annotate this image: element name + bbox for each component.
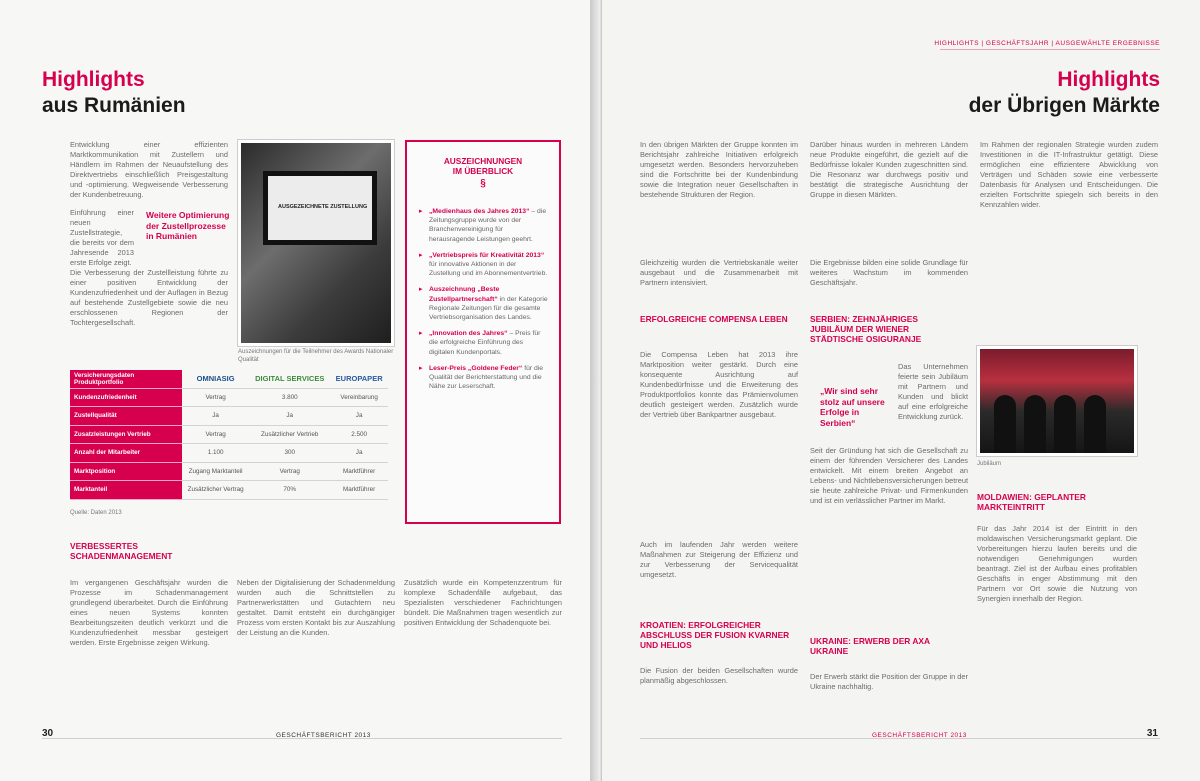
left-heading-subtitle: aus Rumänien bbox=[42, 94, 186, 117]
person-figure bbox=[1024, 395, 1046, 453]
table-row-label: Marktanteil bbox=[70, 481, 182, 500]
right-page bbox=[602, 0, 1200, 781]
award-text: – Preis für die erfolgreiche Einführung des digitalen Kundenportals. bbox=[429, 330, 541, 356]
table-cell: Marktführer bbox=[330, 481, 388, 500]
left-after-text: Die Verbesserung der Zustellleistung führte zu einer positiven Entwicklung der Kundenzufriedenheit und der Auflagen in Bezug auf bestehende Zustellgebiete sowie die neu erschlossenen Regionen der Tochtergesellschaft. bbox=[70, 268, 228, 327]
award-screen-text: AUSGEZEICHNETE ZUSTELLUNG bbox=[278, 204, 368, 210]
right-page-number: 31 bbox=[1146, 728, 1158, 739]
left-section-heading-line1: VERBESSERTES bbox=[70, 541, 138, 551]
table-cell: Vertrag bbox=[249, 462, 330, 481]
jubilee-photo-caption: Jubiläum bbox=[977, 461, 1002, 467]
right-heading-highlights: Highlights bbox=[1057, 68, 1160, 91]
table-cell: Zusätzlicher Vertrieb bbox=[249, 425, 330, 444]
sec-croatia-heading: KROATIEN: ERFOLGREICHER ABSCHLUSS DER FUSION KVARNER UND HELIOS bbox=[640, 620, 790, 650]
left-column-2: Neben der Digitalisierung der Schadenmeldung wurden auch die Schnittstellen zu Partnerwerkstätten und Gutachtern neu gestaltet. Damit entsteht ein durchgängiger Prozess vom ersten Kontakt bis zur Auszahlung der Leistung an die Kunden. bbox=[237, 578, 395, 637]
awards-list-item bbox=[419, 207, 549, 244]
table-cell: 1.100 bbox=[182, 444, 249, 463]
award-name: Leser-Preis „Goldene Feder“ bbox=[429, 364, 523, 372]
table-cell: Ja bbox=[330, 444, 388, 463]
sec-compensa-heading: ERFOLGREICHE COMPENSA LEBEN bbox=[640, 314, 788, 324]
sec-compensa-text: Die Compensa Leben hat 2013 ihre Marktposition weiter gestärkt. Durch eine konsequente Ausrichtung auf Kundenbedürfnisse und die Erweiterung des Produktportfolios konnte das Prämienvolumen deutlich gesteigert werden. Zusätzlich wurde der Vertrieb über Bankpartner ausgebaut. bbox=[640, 350, 798, 419]
award-name: Auszeichnung „Beste Zustellpartnerschaft“ bbox=[429, 286, 500, 303]
left-pull-quote: Weitere Optimierung der Zustellprozesse in Rumänien bbox=[146, 210, 230, 241]
serbia-pull-quote: „Wir sind sehr stolz auf unsere Erfolge in Serbien“ bbox=[820, 386, 885, 428]
sec-ukraine-text: Der Erwerb stärkt die Position der Gruppe in der Ukraine nachhaltig. bbox=[810, 672, 968, 691]
partner-table bbox=[70, 370, 388, 500]
right-col1-intro: In den übrigen Märkten der Gruppe konnten im Berichtsjahr zahlreiche Initiativen erfolgreich umgesetzt werden. Besonders hervorzuheben sind die Fortschritte bei der Kundenbindung sowie die Integration neuer Gesellschaften in bestehende Strukturen der Region. bbox=[640, 140, 798, 199]
table-footnote: Quelle: Daten 2013 bbox=[70, 510, 122, 516]
awards-list-item bbox=[419, 364, 549, 392]
table-row bbox=[70, 444, 388, 463]
table-row-label: Zustellqualität bbox=[70, 407, 182, 426]
table-row bbox=[70, 370, 388, 388]
person-figure bbox=[1084, 395, 1106, 453]
table-cell: Ja bbox=[182, 407, 249, 426]
award-screen bbox=[263, 171, 377, 245]
digital-logo: DIGITAL SERVICES bbox=[249, 370, 330, 388]
left-intro-text: Entwicklung einer effizienten Marktkommunikation mit Zustellern und Händlern im Rahmen der Neuaufstellung des Direktvertriebs einschließlich Preisgestaltung und -optimierung. Wegweisende Verbesserung der Kundenbetreuung. bbox=[70, 140, 228, 199]
award-photo bbox=[238, 140, 394, 346]
right-col2-intro: Darüber hinaus wurden in mehreren Ländern neue Produkte eingeführt, die gezielt auf die Bedürfnisse lokaler Kunden zugeschnitten sind. Die Resonanz war durchwegs positiv und bestätigt die strategische Ausrichtung der Gruppe in diesen Märkten. bbox=[810, 140, 968, 199]
sec-serbia-text: Seit der Gründung hat sich die Gesellschaft zu einem der führenden Versicherer des Landes entwickelt. Mit einem breiten Angebot an Lebens- und Nichtlebensversicherungen betreut sie heute zahlreiche Privat- und Firmenkunden und ist ein verlässlicher Partner im Markt. bbox=[810, 446, 968, 505]
table-row bbox=[70, 425, 388, 444]
left-section-heading-line2: SCHADENMANAGEMENT bbox=[70, 551, 173, 561]
table-cell: 70% bbox=[249, 481, 330, 500]
awards-box bbox=[405, 140, 561, 524]
sec-moldova-text: Für das Jahr 2014 ist der Eintritt in den moldawischen Versicherungsmarkt geplant. Die Vorbereitungen hierzu laufen bereits und die notwendigen Genehmigungen wurden beantragt. Ziel ist der Aufbau eines profitablen Geschäfts in enger Abstimmung mit den Partnern vor Ort sowie die Nutzung von Synergien innerhalb der Region. bbox=[977, 524, 1137, 603]
table-cell: Ja bbox=[330, 407, 388, 426]
award-text: in der Kategorie Regionale Zeitungen für die gesamte Vertriebsorganisation des Landes. bbox=[429, 295, 548, 322]
table-row-label: Anzahl der Mitarbeiter bbox=[70, 444, 182, 463]
awards-list-item bbox=[419, 251, 549, 279]
right-col3-intro: Im Rahmen der regionalen Strategie wurden zudem Investitionen in die IT-Infrastruktur getätigt. Diese ermöglichen eine effizientere Abwicklung von Verträgen und Schäden sowie eine verbesserte Datenbasis für Analysen und Entscheidungen. Die erzielten Fortschritte spiegeln sich bereits in den Kennzahlen wider. bbox=[980, 140, 1158, 209]
right-footer-text: GESCHÄFTSBERICHT 2013 bbox=[872, 732, 967, 739]
sec-serbia-side-text: Das Unternehmen feierte sein Jubiläum mit Partnern und Kunden und blickt auf eine erfolgreiche Entwicklung zurück. bbox=[898, 362, 968, 421]
sec-moldova-heading-line1: MOLDAWIEN: GEPLANTER bbox=[977, 492, 1086, 502]
table-cell: Vertrag bbox=[182, 388, 249, 407]
table-cell: Vereinbarung bbox=[330, 388, 388, 407]
award-photo-caption: Auszeichnungen für die Teilnehmer des Awards Nationaler Qualität bbox=[238, 349, 394, 363]
table-cell: 3.800 bbox=[249, 388, 330, 407]
sec-compensa-text-2: Auch im laufenden Jahr werden weitere Maßnahmen zur Steigerung der Effizienz und zur Verbesserung der Servicequalität umgesetzt. bbox=[640, 540, 798, 579]
left-column-3: Zusätzlich wurde ein Kompetenzzentrum für komplexe Schadenfälle aufgebaut, das Spezialisten verschiedener Fachrichtungen bündelt. Die Maßnahmen tragen wesentlich zur positiven Entwicklung der Schadenquote bei. bbox=[404, 578, 562, 627]
sec-serbia-heading: SERBIEN: ZEHNJÄHRIGES JUBILÄUM DER WIENER STÄDTISCHE OSIGURANJE bbox=[810, 314, 922, 344]
table-row-label: Versicherungsdaten Produktportfolio bbox=[70, 370, 182, 388]
award-text: – die Zeitungsgruppe wurde von der Branchenvereinigung für herausragende Leistungen geehrt. bbox=[429, 208, 547, 243]
table-row-label: Kundenzufriedenheit bbox=[70, 388, 182, 407]
left-side-text: Einführung einer neuen Zustellstrategie, die bereits vor dem Jahresende 2013 erste Erfolge zeigt. bbox=[70, 208, 134, 267]
awards-box-title-line2: IM ÜBERBLICK bbox=[452, 166, 514, 176]
table-row-label: Zusatzleistungen Vertrieb bbox=[70, 425, 182, 444]
left-page-number: 30 bbox=[42, 728, 54, 739]
table-cell: Vertrag bbox=[182, 425, 249, 444]
table-cell: Zusätzlicher Vertrag bbox=[182, 481, 249, 500]
award-name: „Innovation des Jahres“ bbox=[429, 330, 508, 338]
left-footer-text: GESCHÄFTSBERICHT 2013 bbox=[276, 732, 371, 739]
right-col2-intro2: Die Ergebnisse bilden eine solide Grundlage für weiteres Wachstum im kommenden Geschäftsjahr. bbox=[810, 258, 968, 287]
award-ribbon-icon: § bbox=[480, 178, 486, 189]
table-row-label: Marktposition bbox=[70, 462, 182, 481]
table-cell: Ja bbox=[249, 407, 330, 426]
award-text: für die Qualität der Berichterstattung und die Nähe zur Leserschaft. bbox=[429, 364, 544, 391]
person-figure bbox=[994, 395, 1016, 453]
award-text: für innovative Aktionen in der Zustellung und im Abonnementvertrieb. bbox=[429, 261, 548, 278]
sec-ukraine-heading: UKRAINE: ERWERB DER AXA UKRAINE bbox=[810, 636, 930, 656]
table-row bbox=[70, 462, 388, 481]
awards-list-item bbox=[419, 285, 549, 322]
sec-moldova-heading-line2: MARKTEINTRITT bbox=[977, 502, 1045, 512]
table-cell: Marktführer bbox=[330, 462, 388, 481]
awards-list bbox=[407, 207, 559, 391]
left-heading-highlights: Highlights bbox=[42, 68, 145, 91]
jubilee-photo bbox=[977, 346, 1137, 456]
left-section-heading bbox=[70, 541, 172, 561]
right-running-header: HIGHLIGHTS | GESCHÄFTSJAHR | AUSGEWÄHLTE ERGEBNISSE bbox=[934, 40, 1160, 47]
awards-list-item bbox=[419, 329, 549, 357]
left-column-1: Im vergangenen Geschäftsjahr wurden die Prozesse im Schadenmanagement grundlegend überarbeitet. Durch die Einführung eines neuen Systems konnten Bearbeitungszeiten deutlich verkürzt und die Kundenzufriedenheit messbar gesteigert werden. Erste Ergebnisse zeigen Wirkung. bbox=[70, 578, 228, 647]
sec-croatia-text: Die Fusion der beiden Gesellschaften wurde planmäßig abgeschlossen. bbox=[640, 666, 798, 685]
person-figure bbox=[1054, 395, 1076, 453]
award-name: „Vertriebspreis für Kreativität 2013“ bbox=[429, 251, 545, 259]
right-heading-subtitle: der Übrigen Märkte bbox=[968, 94, 1160, 117]
table-cell: Zugang Marktanteil bbox=[182, 462, 249, 481]
omniasig-logo: OMNIASIG bbox=[182, 370, 249, 388]
table-row bbox=[70, 481, 388, 500]
table-row bbox=[70, 388, 388, 407]
europaper-logo: EUROPAPER bbox=[330, 370, 388, 388]
right-header-rule bbox=[940, 49, 1160, 50]
award-name: „Medienhaus des Jahres 2013“ bbox=[429, 208, 530, 215]
awards-box-title bbox=[407, 156, 559, 189]
right-col1-intro2: Gleichzeitig wurden die Vertriebskanäle weiter ausgebaut und die Zusammenarbeit mit Partnern intensiviert. bbox=[640, 258, 798, 287]
table-cell: 2.500 bbox=[330, 425, 388, 444]
awards-box-title-line1: AUSZEICHNUNGEN bbox=[443, 156, 523, 166]
sec-moldova-heading bbox=[977, 492, 1086, 512]
table-row bbox=[70, 407, 388, 426]
left-page bbox=[0, 0, 598, 781]
table-cell: 300 bbox=[249, 444, 330, 463]
